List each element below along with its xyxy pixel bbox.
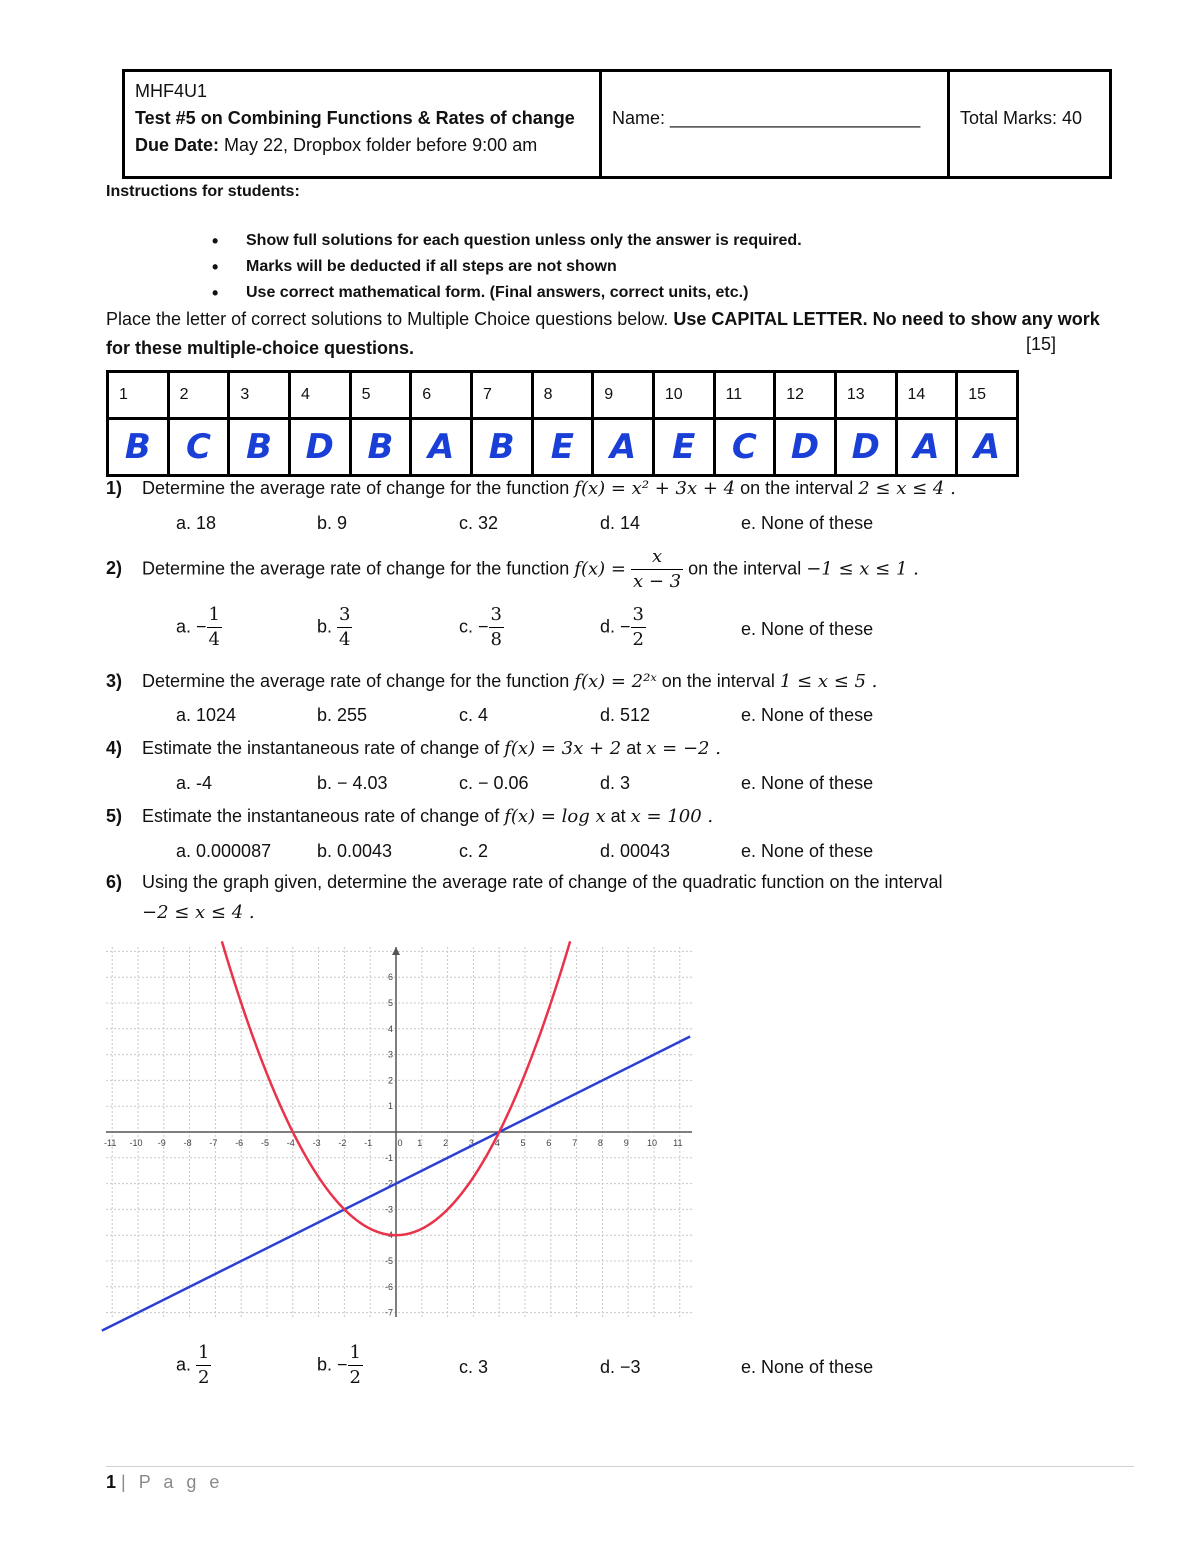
answer-letter-cell[interactable]: B (350, 419, 411, 476)
question-5: 5) Estimate the instantaneous rate of change of f(x) = log x at x = 100 . (106, 806, 714, 827)
instructions-heading: Instructions for students: (106, 183, 300, 200)
header-name-cell (599, 72, 947, 176)
answer-letter-cell[interactable]: A (411, 419, 472, 476)
y-tick-label: 3 (387, 1049, 393, 1060)
test-title: Test #5 on Combining Functions & Rates of change (135, 108, 575, 128)
answer-number-cell: 11 (714, 372, 775, 419)
x-tick-label: 4 (494, 1138, 500, 1148)
quadratic-line-graph (106, 945, 692, 1317)
x-tick-label: -3 (312, 1138, 321, 1148)
answer-number-cell: 1 (108, 372, 169, 419)
x-tick-label: 3 (468, 1138, 474, 1148)
q3-option-c[interactable]: c. 4 (459, 705, 489, 725)
answer-letter-cell[interactable]: B (108, 419, 169, 476)
x-tick-label: 9 (623, 1138, 629, 1148)
y-tick-label: -5 (384, 1256, 393, 1266)
x-tick-label: 11 (673, 1138, 683, 1148)
answer-letter-cell[interactable]: A (957, 419, 1018, 476)
question-4: 4) Estimate the instantaneous rate of change of f(x) = 3x + 2 at x = −2 . (106, 738, 721, 759)
answer-number-cell: 7 (471, 372, 532, 419)
answer-number-cell: 3 (229, 372, 290, 419)
q3-option-e[interactable]: e. None of these (741, 705, 874, 725)
q1-option-b[interactable]: b. 9 (317, 513, 348, 533)
course-code: MHF4U1 (135, 81, 208, 101)
y-tick-label: 1 (387, 1101, 393, 1112)
x-tick-label: -6 (235, 1138, 244, 1148)
q1-option-d[interactable]: d. 14 (600, 513, 641, 533)
q2-option-b[interactable]: b. $\frac{3}{4}$ (317, 604, 351, 650)
q5-option-b[interactable]: b. 0.0043 (317, 841, 393, 861)
total-marks: Total Marks: 40 (960, 108, 1083, 128)
y-tick-label: -7 (384, 1307, 393, 1318)
y-tick-label: 4 (387, 1023, 393, 1034)
q1-option-a[interactable]: a. 18 (176, 513, 217, 533)
page-label: | P a g e (121, 1472, 224, 1492)
page-footer (106, 1472, 223, 1493)
answer-letter-cell[interactable]: E (532, 419, 593, 476)
question-2: 2) Determine the average rate of change for the function f(x) = $\frac{x}{x - 3}$ on the interval −1 ≤ x ≤ 1 . (106, 546, 919, 592)
q2-option-d[interactable]: d. − $\frac{3}{2}$ (600, 604, 644, 650)
q4-option-e[interactable]: e. None of these (741, 773, 874, 793)
answer-number-cell: 13 (835, 372, 896, 419)
x-tick-label: 7 (572, 1138, 578, 1148)
q6-option-c[interactable]: c. 3 (459, 1357, 489, 1377)
answer-letter-cell[interactable]: C (168, 419, 229, 476)
answer-letter-cell[interactable]: D (775, 419, 836, 476)
answer-numbers-row (108, 372, 1018, 419)
answer-number-cell: 14 (896, 372, 957, 419)
answer-number-cell: 10 (653, 372, 714, 419)
instructions-list (212, 228, 802, 306)
x-tick-label: 1 (417, 1138, 423, 1148)
x-tick-label: -7 (209, 1138, 218, 1148)
answer-number-cell: 2 (168, 372, 229, 419)
header-marks-cell (947, 72, 1109, 176)
question-3: 3) Determine the average rate of change for the function f(x) = 2²ˣ on the interval 1 ≤ x ≤ 5 . (106, 671, 878, 692)
y-tick-label: -6 (384, 1281, 393, 1292)
x-tick-label: 6 (546, 1138, 552, 1148)
answer-number-cell: 5 (350, 372, 411, 419)
q5-option-c[interactable]: c. 2 (459, 841, 489, 861)
q6-option-d[interactable]: d. −3 (600, 1357, 641, 1377)
q4-option-d[interactable]: d. 3 (600, 773, 631, 793)
x-tick-label: -2 (338, 1138, 347, 1148)
x-tick-label: -10 (129, 1138, 143, 1148)
q4-option-b[interactable]: b. − 4.03 (317, 773, 388, 793)
x-tick-label: -5 (260, 1138, 270, 1148)
header-box (122, 69, 1112, 179)
answer-number-cell: 12 (775, 372, 836, 419)
x-tick-label: 0 (397, 1138, 403, 1148)
answer-letter-cell[interactable]: E (653, 419, 714, 476)
q6-option-b[interactable]: b. − $\frac{1}{2}$ (317, 1342, 361, 1388)
footer-rule (106, 1466, 1134, 1467)
x-tick-label: -9 (157, 1138, 166, 1148)
answer-letter-cell[interactable]: A (896, 419, 957, 476)
x-tick-label: -8 (183, 1138, 192, 1148)
y-tick-label: -1 (384, 1152, 393, 1163)
instruction-item: • Show full solutions for each question unless only the answer is required. (212, 228, 802, 254)
question-1: 1) Determine the average rate of change for the function f(x) = x² + 3x + 4 on the interval 2 ≤ x ≤ 4 . (106, 478, 956, 499)
q1-option-e[interactable]: e. None of these (741, 513, 874, 533)
q6-interval: −2 ≤ x ≤ 4 . (142, 902, 255, 923)
y-tick-label: 5 (387, 998, 393, 1008)
q5-option-e[interactable]: e. None of these (741, 841, 874, 861)
instruction-item: • Marks will be deducted if all steps are not shown (212, 254, 802, 280)
answer-letter-cell[interactable]: D (289, 419, 350, 476)
mc-marks: [15] (1026, 334, 1057, 354)
answer-letter-cell[interactable]: D (835, 419, 896, 476)
x-tick-label: 8 (597, 1138, 603, 1148)
answer-letters-row (108, 419, 1018, 476)
q3-option-b[interactable]: b. 255 (317, 705, 368, 725)
name-field[interactable]: Name: _________________________ (612, 108, 921, 128)
q2-option-c[interactable]: c. − $\frac{3}{8}$ (459, 604, 502, 650)
instruction-item: • Use correct mathematical form. (Final answers, correct units, etc.) (212, 280, 802, 306)
q2-fraction: $\frac{x}{x - 3}$ (632, 546, 682, 592)
y-tick-label: 6 (387, 972, 393, 983)
answer-number-cell: 9 (593, 372, 654, 419)
answer-letter-cell[interactable]: B (471, 419, 532, 476)
x-tick-label: 10 (646, 1138, 658, 1148)
answer-letter-cell[interactable]: B (229, 419, 290, 476)
q3-option-d[interactable]: d. 512 (600, 705, 651, 725)
q5-option-a[interactable]: a. 0.000087 (176, 841, 272, 861)
page-number: 1 (106, 1472, 117, 1492)
x-tick-label: 5 (520, 1138, 526, 1148)
answer-number-cell: 8 (532, 372, 593, 419)
answer-table (106, 370, 1019, 477)
x-tick-label: 2 (443, 1138, 449, 1148)
q6-option-a[interactable]: a. $\frac{1}{2}$ (176, 1342, 210, 1388)
due-date: Due Date: May 22, Dropbox folder before 9:00 am (135, 135, 538, 155)
x-tick-label: -1 (364, 1138, 373, 1148)
answer-letter-cell[interactable]: A (593, 419, 654, 476)
q2-option-e[interactable]: e. None of these (741, 619, 874, 639)
y-tick-label: 2 (387, 1075, 393, 1086)
question-6: 6) Using the graph given, determine the average rate of change of the quadratic function on the interval (106, 872, 943, 892)
answer-number-cell: 15 (957, 372, 1018, 419)
mc-instructions: Place the letter of correct solutions to Multiple Choice questions below. Use CAPITAL LETTER. No need to show any work for these multiple-choice questions. (106, 309, 1100, 358)
y-tick-label: -3 (384, 1204, 393, 1215)
answer-number-cell: 4 (289, 372, 350, 419)
answer-number-cell: 6 (411, 372, 472, 419)
q4-option-c[interactable]: c. − 0.06 (459, 773, 529, 793)
x-tick-label: -4 (286, 1138, 295, 1148)
q2-option-a[interactable]: a. − $\frac{1}{4}$ (176, 604, 220, 650)
y-tick-label: -2 (384, 1178, 393, 1189)
q1-option-c[interactable]: c. 32 (459, 513, 499, 533)
q3-option-a[interactable]: a. 1024 (176, 705, 237, 725)
answer-letter-cell[interactable]: C (714, 419, 775, 476)
y-tick-label: -4 (384, 1230, 393, 1241)
q5-option-d[interactable]: d. 00043 (600, 841, 671, 861)
header-course-cell (125, 72, 599, 176)
q6-option-e[interactable]: e. None of these (741, 1357, 874, 1377)
q4-option-a[interactable]: a. -4 (176, 773, 213, 793)
x-tick-label: -11 (104, 1138, 117, 1148)
